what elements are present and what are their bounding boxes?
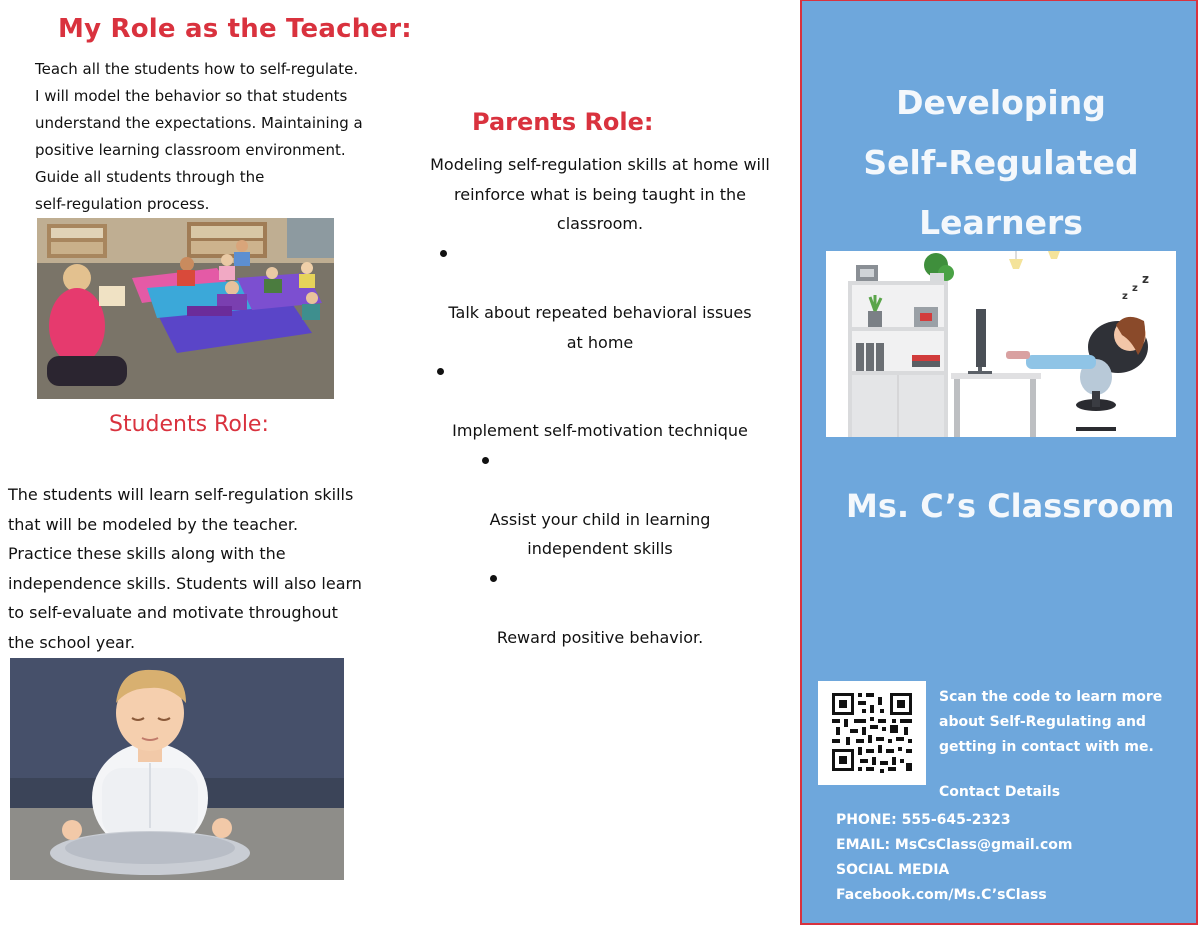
cover-panel xyxy=(800,0,1198,925)
students-role-text: The students will learn self-regulation skills that will be modeled by the teacher. Practice these skills along with the independence skills. Students will also learn to self-evaluate and motivate throughout the school year. xyxy=(8,485,362,652)
contact-social-link[interactable]: Facebook.com/Ms.C’sClass xyxy=(836,887,1047,903)
resting-teacher-illustration xyxy=(826,251,1176,437)
bullet-icon xyxy=(482,457,489,464)
list-item: Implement self-motivation technique xyxy=(405,357,795,446)
parents-role-list xyxy=(405,239,795,652)
bullet-icon xyxy=(437,368,444,375)
list-item: Reward positive behavior. xyxy=(405,564,795,653)
students-role-heading: Students Role: xyxy=(109,412,269,437)
teacher-role-text: Teach all the students how to self-regulate. I will model the behavior so that students understand the expectations. Maintaining a positive learning classroom environment. Guide all students through the self-regulation process. xyxy=(35,60,363,213)
contact-phone: PHONE: 555-645-2323 xyxy=(836,812,1011,828)
contact-email: EMAIL: MsCsClass@gmail.com xyxy=(836,837,1073,853)
list-item: Talk about repeated behavioral issues at home xyxy=(405,239,795,357)
teacher-role-heading: My Role as the Teacher: xyxy=(58,14,412,44)
qr-code-icon[interactable] xyxy=(818,681,926,785)
meditating-child-photo xyxy=(10,658,344,880)
contact-details-heading: Contact Details xyxy=(939,784,1061,800)
parents-role-intro: Modeling self-regulation skills at home will reinforce what is being taught in the classroom. xyxy=(430,155,770,233)
svg-text:z: z xyxy=(1132,283,1138,294)
bullet-icon xyxy=(440,250,447,257)
parents-role-heading: Parents Role: xyxy=(472,108,654,136)
svg-text:z: z xyxy=(1142,272,1149,286)
contact-details-list xyxy=(836,808,1072,908)
qr-instructions: Scan the code to learn more about Self-Regulating and getting in contact with me. xyxy=(939,689,1163,755)
contact-social-label: SOCIAL MEDIA xyxy=(836,862,950,878)
classroom-name: Ms. C’s Classroom xyxy=(846,487,1175,525)
svg-text:z: z xyxy=(1122,291,1128,302)
list-item: Assist your child in learning independent skills xyxy=(405,446,795,564)
brochure-title: Developing Self-Regulated Learners xyxy=(863,83,1139,242)
teacher-with-students-photo xyxy=(37,218,334,399)
bullet-icon xyxy=(490,575,497,582)
